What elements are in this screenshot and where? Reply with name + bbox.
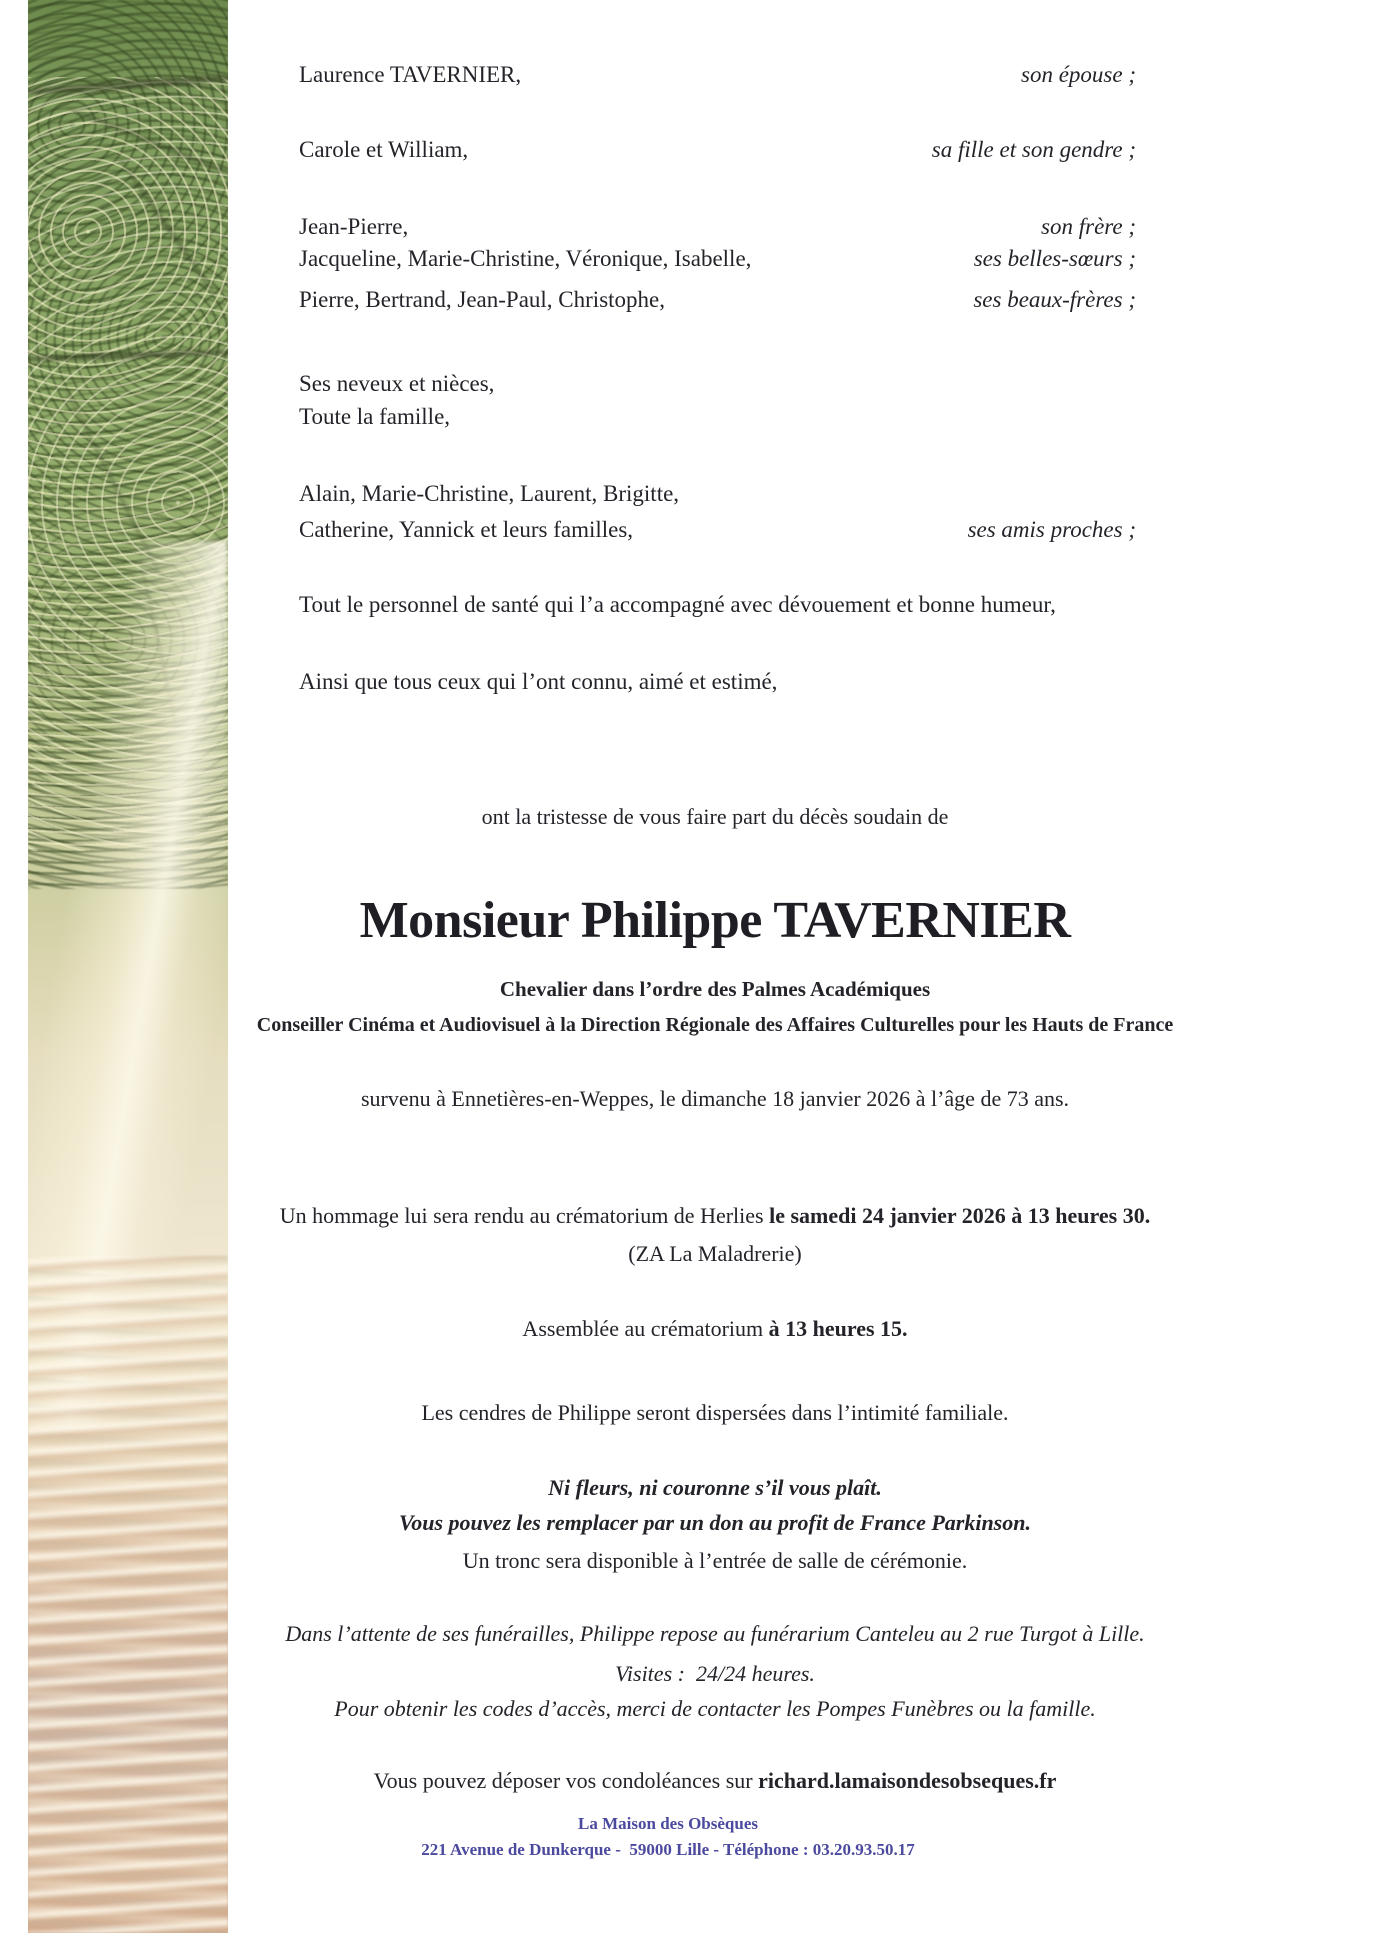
family-relation: ses amis proches ; [967, 517, 1136, 542]
funeral-home-name: La Maison des Obsèques [578, 1814, 758, 1833]
assembly-line [522, 1316, 907, 1342]
condolences-website: richard.lamaisondesobseques.fr [758, 1768, 1057, 1793]
family-name: Jacqueline, Marie-Christine, Véronique, Isabelle, [299, 246, 752, 271]
announcement-intro: ont la tristesse de vous faire part du décès soudain de [481, 804, 949, 829]
donation-line: Vous pouvez les remplacer par un don au profit de France Parkinson. [399, 1510, 1031, 1535]
assembly-text: Assemblée au crématorium [522, 1316, 769, 1341]
condolences-text: Vous pouvez déposer vos condoléances sur [373, 1768, 759, 1793]
no-flowers-line: Ni fleurs, ni couronne s’il vous plaît. [548, 1475, 882, 1500]
family-relation: son épouse ; [1021, 62, 1136, 87]
family-line [299, 403, 1136, 431]
family-line [299, 480, 1136, 508]
family-line [299, 61, 1136, 89]
homage-line [280, 1203, 1150, 1229]
family-line [299, 591, 1136, 619]
family-line [299, 245, 1136, 273]
visits-line: Visites : 24/24 heures. [615, 1661, 815, 1686]
family-name: Toute la famille, [299, 404, 451, 429]
family-name: Tout le personnel de santé qui l’a accompagné avec dévouement et bonne humeur, [299, 592, 1056, 617]
location-detail: (ZA La Maladrerie) [628, 1241, 802, 1266]
access-line: Pour obtenir les codes d’accès, merci de contacter les Pompes Funèbres ou la famille. [334, 1696, 1096, 1721]
assembly-time: à 13 heures 15. [768, 1316, 908, 1341]
deceased-name: Monsieur Philippe TAVERNIER [359, 892, 1071, 949]
family-line [299, 213, 1136, 241]
distinction-line-1: Chevalier dans l’ordre des Palmes Académiques [499, 977, 931, 1001]
family-relation: son frère ; [1041, 214, 1136, 239]
family-line [299, 668, 1136, 696]
funeral-home-address: 221 Avenue de Dunkerque - 59000 Lille - Téléphone : 03.20.93.50.17 [421, 1840, 915, 1859]
family-line [299, 286, 1136, 314]
death-details: survenu à Ennetières-en-Weppes, le dimanche 18 janvier 2026 à l’âge de 73 ans. [360, 1086, 1070, 1111]
family-name: Carole et William, [299, 137, 469, 162]
family-relation: ses belles-sœurs ; [973, 246, 1136, 271]
family-relation: sa fille et son gendre ; [931, 137, 1136, 162]
distinction-line-2: Conseiller Cinéma et Audiovisuel à la Direction Régionale des Affaires Culturelles pour les Hauts de France [256, 1014, 1174, 1036]
family-name: Ainsi que tous ceux qui l’ont connu, aimé et estimé, [299, 669, 778, 694]
water-texture [28, 1256, 228, 1933]
condolences-line [374, 1768, 1057, 1794]
resting-line: Dans l’attente de ses funérailles, Philippe repose au funérarium Canteleu au 2 rue Turgot à Lille. [285, 1621, 1145, 1646]
forest-path-photo [28, 0, 228, 1933]
family-line [299, 516, 1136, 544]
ashes-line: Les cendres de Philippe seront dispersées dans l’intimité familiale. [421, 1400, 1009, 1425]
family-name: Catherine, Yannick et leurs familles, [299, 517, 634, 542]
family-relation: ses beaux-frères ; [973, 287, 1136, 312]
family-line [299, 136, 1136, 164]
family-name: Alain, Marie-Christine, Laurent, Brigitte, [299, 481, 680, 506]
family-line [299, 370, 1136, 398]
family-name: Jean-Pierre, [299, 214, 409, 239]
family-name: Ses neveux et nièces, [299, 371, 495, 396]
homage-text: Un hommage lui sera rendu au crématorium de Herlies [279, 1203, 770, 1228]
family-name: Pierre, Bertrand, Jean-Paul, Christophe, [299, 287, 665, 312]
family-name: Laurence TAVERNIER, [299, 62, 522, 87]
collection-box-line: Un tronc sera disponible à l’entrée de salle de cérémonie. [462, 1548, 968, 1573]
homage-datetime: le samedi 24 janvier 2026 à 13 heures 30. [769, 1203, 1151, 1228]
